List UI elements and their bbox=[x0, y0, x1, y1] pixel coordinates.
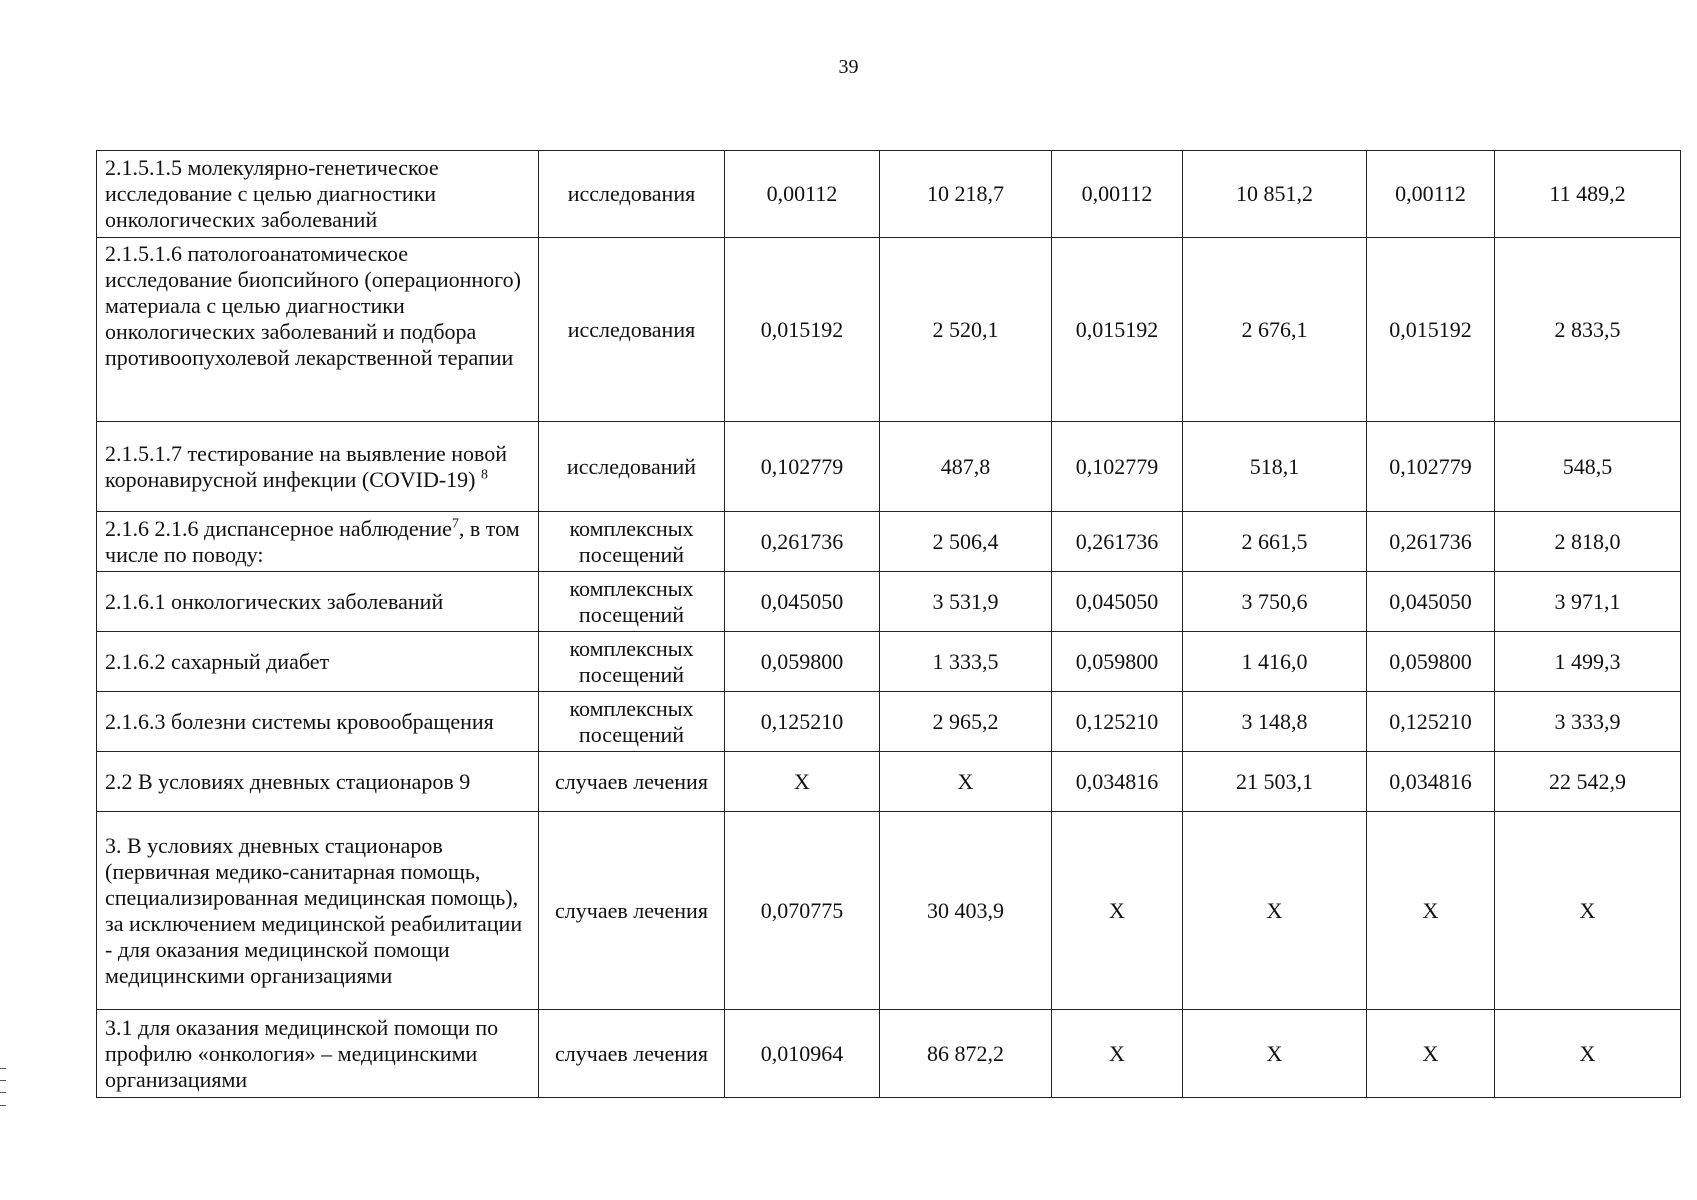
footnote-ref: 8 bbox=[481, 467, 489, 483]
row-unit: случаев лечения bbox=[539, 1010, 725, 1098]
row-unit: исследования bbox=[539, 151, 725, 238]
cell-value: 0,010964 bbox=[725, 1010, 880, 1098]
cell-value: 0,125210 bbox=[1052, 692, 1183, 752]
cell-value: 30 403,9 bbox=[880, 812, 1052, 1010]
row-name-text: 2.1.5.1.7 тестирование на выявление новой коронавирусной инфекции (COVID-19) bbox=[105, 440, 508, 492]
footnote-ref: 7 bbox=[451, 516, 459, 532]
cell-value: 1 416,0 bbox=[1183, 632, 1367, 692]
cell-value: 0,261736 bbox=[725, 512, 880, 572]
cell-value: 0,034816 bbox=[1367, 752, 1495, 812]
cell-value: 11 489,2 bbox=[1495, 151, 1681, 238]
row-name: 2.1.5.1.5 молекулярно-генетическое исследование с целью диагностики онкологических заболеваний bbox=[97, 151, 539, 238]
cell-value: 0,00112 bbox=[725, 151, 880, 238]
table-row bbox=[97, 632, 1681, 692]
row-name: 2.1.6.1 онкологических заболеваний bbox=[97, 572, 539, 632]
cell-value: 2 818,0 bbox=[1495, 512, 1681, 572]
cell-value: 2 833,5 bbox=[1495, 238, 1681, 422]
cell-value: 0,261736 bbox=[1052, 512, 1183, 572]
cell-value: 0,034816 bbox=[1052, 752, 1183, 812]
table-row bbox=[97, 151, 1681, 238]
cell-value: 3 750,6 bbox=[1183, 572, 1367, 632]
cell-value: 0,059800 bbox=[725, 632, 880, 692]
row-unit: комплексных посещений bbox=[539, 572, 725, 632]
row-unit: случаев лечения bbox=[539, 752, 725, 812]
table-row bbox=[97, 572, 1681, 632]
cell-value: 0,045050 bbox=[1367, 572, 1495, 632]
cell-value: X bbox=[880, 752, 1052, 812]
cell-value: 548,5 bbox=[1495, 422, 1681, 512]
cell-value: 0,102779 bbox=[1052, 422, 1183, 512]
cell-value: 0,059800 bbox=[1367, 632, 1495, 692]
cell-value: X bbox=[1183, 1010, 1367, 1098]
row-unit: случаев лечения bbox=[539, 812, 725, 1010]
cell-value: 3 531,9 bbox=[880, 572, 1052, 632]
cell-value: 10 218,7 bbox=[880, 151, 1052, 238]
cell-value: 0,00112 bbox=[1367, 151, 1495, 238]
cell-value: 10 851,2 bbox=[1183, 151, 1367, 238]
cell-value: 0,015192 bbox=[1052, 238, 1183, 422]
row-unit: комплексных посещений bbox=[539, 692, 725, 752]
row-name: 2.2 В условиях дневных стационаров 9 bbox=[97, 752, 539, 812]
row-name bbox=[97, 422, 539, 512]
cell-value: X bbox=[1367, 1010, 1495, 1098]
table-row bbox=[97, 692, 1681, 752]
cell-value: 2 676,1 bbox=[1183, 238, 1367, 422]
cell-value: 2 965,2 bbox=[880, 692, 1052, 752]
cell-value: 2 506,4 bbox=[880, 512, 1052, 572]
cell-value: 487,8 bbox=[880, 422, 1052, 512]
cell-value: 2 520,1 bbox=[880, 238, 1052, 422]
row-unit: исследования bbox=[539, 238, 725, 422]
cell-value: 0,045050 bbox=[725, 572, 880, 632]
cell-value: 22 542,9 bbox=[1495, 752, 1681, 812]
cell-value: X bbox=[1052, 1010, 1183, 1098]
row-name bbox=[97, 238, 539, 422]
cell-value: X bbox=[1367, 812, 1495, 1010]
cell-value: X bbox=[1495, 812, 1681, 1010]
cell-value: X bbox=[1495, 1010, 1681, 1098]
cell-value: 0,015192 bbox=[1367, 238, 1495, 422]
cell-value: 0,015192 bbox=[725, 238, 880, 422]
cell-value: 3 333,9 bbox=[1495, 692, 1681, 752]
table-row bbox=[97, 512, 1681, 572]
row-unit: комплексных посещений bbox=[539, 512, 725, 572]
cell-value: 1 499,3 bbox=[1495, 632, 1681, 692]
row-name-text: 2.1.6 2.1.6 диспансерное наблюдение bbox=[105, 515, 452, 541]
cell-value: 1 333,5 bbox=[880, 632, 1052, 692]
scan-margin-marks bbox=[0, 1068, 6, 1106]
cell-value: 0,261736 bbox=[1367, 512, 1495, 572]
row-unit: исследований bbox=[539, 422, 725, 512]
row-name: 3. В условиях дневных стационаров (первичная медико-санитарная помощь, специализированная медицинская помощь), за исключением медицинской реабилитации - для оказания медицинской помощи медицинскими организациями bbox=[97, 812, 539, 1010]
cell-value: 3 971,1 bbox=[1495, 572, 1681, 632]
cell-value: 86 872,2 bbox=[880, 1010, 1052, 1098]
table-row bbox=[97, 1010, 1681, 1098]
row-name: 2.1.6.2 сахарный диабет bbox=[97, 632, 539, 692]
table-row bbox=[97, 752, 1681, 812]
cell-value: 0,00112 bbox=[1052, 151, 1183, 238]
cell-value: 0,125210 bbox=[1367, 692, 1495, 752]
table-row bbox=[97, 812, 1681, 1010]
cell-value: 0,102779 bbox=[1367, 422, 1495, 512]
cell-value: 518,1 bbox=[1183, 422, 1367, 512]
data-table bbox=[96, 150, 1681, 1098]
cell-value: 3 148,8 bbox=[1183, 692, 1367, 752]
row-name-text: 2.1.5.1.6 патологоанатомическое исследование биопсийного (операционного) материала с целью диагностики онкологических заболеваний и подбора противоопухолевой лекарственной терапии bbox=[105, 241, 521, 370]
cell-value: 0,070775 bbox=[725, 812, 880, 1010]
page-number: 39 bbox=[838, 56, 859, 78]
cell-value: X bbox=[1052, 812, 1183, 1010]
row-name: 2.1.6.3 болезни системы кровообращения bbox=[97, 692, 539, 752]
row-unit: комплексных посещений bbox=[539, 632, 725, 692]
table-row bbox=[97, 422, 1681, 512]
cell-value: 0,102779 bbox=[725, 422, 880, 512]
cell-value: X bbox=[725, 752, 880, 812]
cell-value: 0,059800 bbox=[1052, 632, 1183, 692]
row-name bbox=[97, 512, 539, 572]
cell-value: 21 503,1 bbox=[1183, 752, 1367, 812]
row-name: 3.1 для оказания медицинской помощи по профилю «онкология» – медицинскими организациями bbox=[97, 1010, 539, 1098]
table-row bbox=[97, 238, 1681, 422]
cell-value: X bbox=[1183, 812, 1367, 1010]
cell-value: 0,125210 bbox=[725, 692, 880, 752]
cell-value: 2 661,5 bbox=[1183, 512, 1367, 572]
cell-value: 0,045050 bbox=[1052, 572, 1183, 632]
row-name-tail: , в том числе по поводу: bbox=[105, 515, 520, 567]
